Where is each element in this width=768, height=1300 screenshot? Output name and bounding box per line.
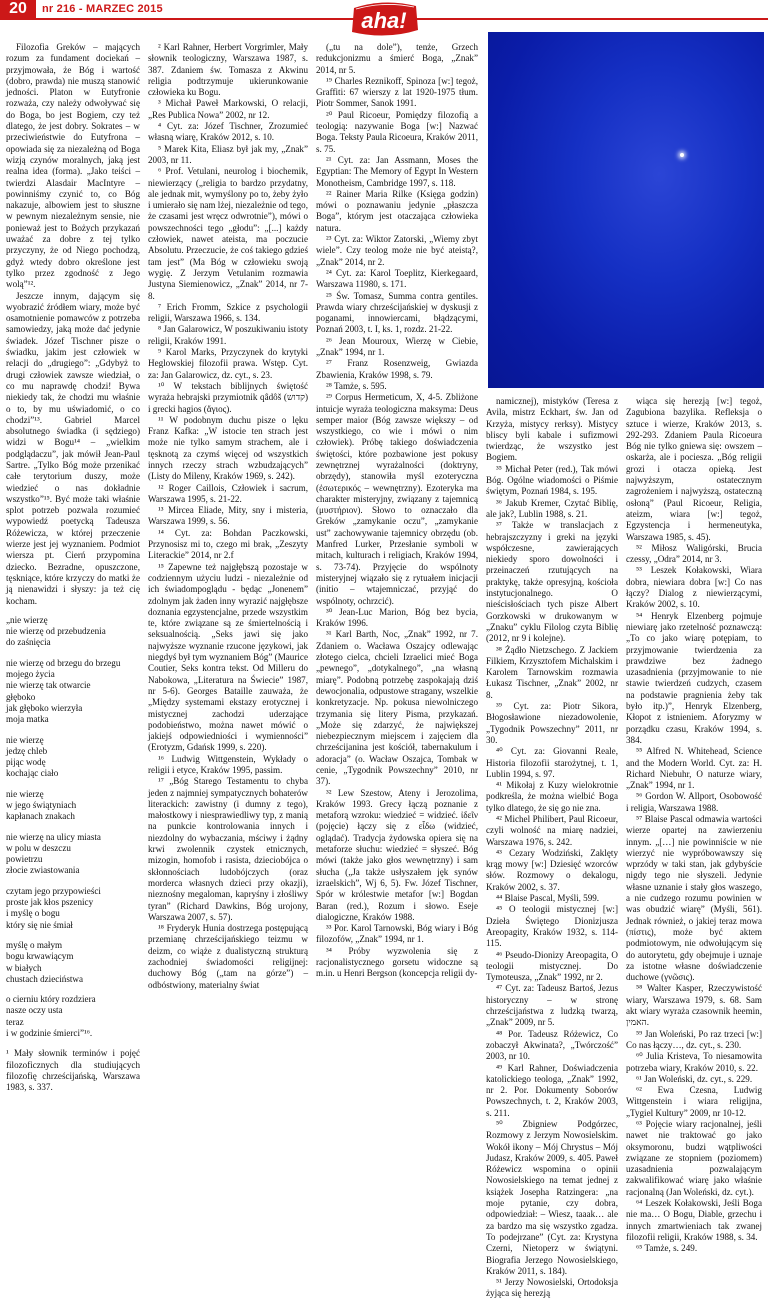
footnote: ³⁹ Cyt. za: Piotr Sikora, Błogosławione niezadowolenie, „Tygodnik Powszechny” 2011, nr 30.	[486, 701, 618, 745]
star-light	[680, 153, 684, 157]
footnote: ²⁹ Corpus Hermeticum, X, 4-5. Zbliżone intuicje wyraża teologiczna maksyma: Deus semper maior (Bóg zawsze większy – od wszystkiego, co wie i mówi o nim człowiek). Próbę takiego doświadczenia świętości, które pozbawione jest pokusy zewnętrznej wyrażalności (doktryny, obrzędy), stanowiła myśl ezoteryczna (ἐσωτερικός – wewnętrzny). Ezoteryka ma charakter misteryjny, związany z tajemnicą (μυστήριον). Słowo to oznaczało dla Greków „zamykanie oczu”, „zamykanie ust” zachowywanie tajemnicy obrzędu (ob. Manfred Lurker, Przesłanie symboli w mitach, kulturach i religiach, Kraków 1994, s. 73-74). Przyjęcie do wspólnoty misteryjnej wiązało się z rytuałem inicjacji (initio – wtajemniczać, przyjąć do wspólnoty, ochrzcić).	[316, 392, 478, 606]
footnote: ³⁰ Jean-Luc Marion, Bóg bez bycia, Kraków 1996.	[316, 606, 478, 629]
poem-line: który się nie śmiał	[6, 919, 73, 930]
column-1	[6, 42, 140, 1093]
footnote: ⁶¹ Jan Woleński, dz. cyt., s. 229.	[636, 1073, 753, 1084]
footnote: namicznej), mistyków (Teresa z Avila, mistrz Eckhart, św. Jan od Krzyża, mistycy rerksy). Mistycy bliscy byli kabale i sufizmowi twierdząc, że wszystko jest Bogiem.	[486, 396, 618, 463]
footnote: ³⁷ Także w translacjach z hebrajszczyzny i greki na języki współczesne, zawierających niekiedy sporo dowolności i przeinaczeń rzutujących na praktykę, także opresyjną, kościoła instytucjonalnego. O nieścisłościach tych pisze Albert Gorzkowski w drukowanym w „Znaku” cyklu Filolog czyta Biblię (2012, nr 9 i kolejne).	[486, 520, 618, 644]
column-3-footnotes	[316, 42, 478, 988]
footnote: ¹³ Mircea Eliade, Mity, sny i misteria, Warszawa 1999, s. 56.	[148, 505, 308, 527]
poem-line: myślę o małym	[6, 939, 63, 950]
issue-label: nr 216 - MARZEC 2015	[42, 3, 163, 15]
poem-line: złocie zwiastowania	[6, 865, 80, 876]
poem-stanza	[6, 886, 140, 931]
footnote: ⁵¹ Jerzy Nowosielski, Ortodoksja żyjąca się herezją	[486, 1277, 618, 1299]
poem-stanza	[6, 615, 140, 649]
footnote: ¹⁷ „Bóg Starego Testamentu to chyba jeden z najmniej sympatycznych bohaterów literackich: zawistny (i dumny z tego), małostkowy i niesprawiedliwy typ, z manią na punkcie kontrolowania innych i niezdolny do wybaczania, mściwy i żądny krwi zwolennik czystek etnicznych, mizogin, homofob i rasista, dzieciobójca o skłonnościach ludobójczych (oraz morderca własnych dzieci przy okazji), nieznośny megaloman, kapryśny i złośliwy tyran” (Richard Dawkins, Bóg urojony, Warszawa 2007, s. 57).	[148, 776, 308, 922]
poem-stanza	[6, 735, 140, 780]
footnote: ⁵³ Leszek Kołakowski, Wiara dobra, niewiara dobra [w:] Co nas łączy? Dialog z niewierzącymi, Kraków 2002, s. 10.	[626, 565, 762, 610]
poem-line: o cierniu który rozdziera	[6, 994, 96, 1005]
poem-stanza	[6, 658, 140, 726]
poem-line: i myślę o bogu	[6, 908, 60, 919]
footnote: („tu na dole”), tenże, Grzech redukcjonizmu a śmierć Boga, „Znak” 2014, nr 5.	[316, 42, 478, 75]
night-sky-photo	[488, 32, 764, 388]
poem-line: kochając ciało	[6, 768, 59, 779]
poem-line: do zaśnięcia	[6, 637, 51, 648]
footnote: ⁶³ Pojęcie wiary racjonalnej, jeśli nawet nie traktować go jako oksymoronu, budzi wątpliwości związane ze stopniem (poziomem) uzasadnienia pozwalającym zakwalifikować wiarę jako właśnie racjonalną (Jan Woleński, dz. cyt.).	[626, 1119, 762, 1197]
footnote: ¹⁰ W tekstach biblijnych świętość wyraża hebrajski przymiotnik qâdôš (קדוש) i grecki hagios (ἅγιος).	[148, 380, 308, 414]
footnote: ²¹ Cyt. za: Jan Assmann, Moses the Egyptian: The Memory of Egypt In Western Monotheism, Cambridge 1997, s. 118.	[316, 154, 478, 188]
article-paragraph-1: Filozofia Greków – mających rozum za fundament dociekań – przyjmowała, że Bóg i wartość (dobro, prawda) nie muszą stanowić jedności. Platon w Eutyfronie rozważa, czy należy odwoływać się do Boga, bo jest Bogiem, czy też dlatego, że jest dobry. Sokrates – w przeciwieństwie do Eutyfrona – opowiada się za niezależną od Boga wizją czynów moralnych, jaką jest realna idea (forma). „Jako teiści – twierdzi Alasdair MacIntyre – powinniśmy czynić to, co Bóg nakazuje, albowiem jest to słuszne w pewnym niezależnym sensie, nie ponieważ jest to Bożych przykazań uważać za dobre z tej tylko przyczyny, że od Niego pochodzą, gdyż wtedy dobro określone jest tylko przez zgodność z Jego wolą”¹².	[6, 42, 140, 290]
footnote: ⁵ Marek Kita, Eliasz był jak my, „Znak” 2003, nr 11.	[148, 143, 308, 165]
poem-line: nie wierzę od brzegu do brzegu	[6, 657, 121, 668]
poem-line: nie wierzę od przebudzenia	[6, 626, 106, 637]
poem-line: w polu w deszczu	[6, 842, 71, 853]
footnote: ⁴⁶ Pseudo-Dionizy Areopagita, O teologii mistycznej. Do Tymoteusza, „Znak” 1992, nr 2.	[486, 949, 618, 983]
footnote: ⁴⁸ Por. Tadeusz Różewicz, Co zobaczył Akwinata?, „Twórczość” 2003, nr 10.	[486, 1028, 618, 1062]
poem-line: nie wierzę tak otwarcie	[6, 680, 91, 691]
footnote: ¹² Roger Caillois, Człowiek i sacrum, Warszawa 1995, s. 21-22.	[148, 482, 308, 504]
footnote: ⁹ Karol Marks, Przyczynek do krytyki Heglowskiej filozofii prawa. Wstęp. Cyt. za: Jan Galarowicz, dz. cyt., s. 23.	[148, 347, 308, 380]
footnote: ²² Rainer Maria Rilke (Księga godzin) mówi o poznawaniu jedynie „płaszcza Boga”, którym jest otaczająca człowieka natura.	[316, 188, 478, 233]
poem-line: głęboko	[6, 691, 36, 702]
footnote: ²³ Cyt. za: Wiktor Zatorski, „Wiemy zbyt wiele”. Czy teolog może nie być ateistą?, „Znak” 2014, nr 2.	[316, 234, 478, 267]
footnote: ¹⁴ Cyt. za: Bohdan Paczkowski, Przynosisz mi to, czego mi brak, „Zeszyty Literackie” 2014, nr 2.f	[148, 527, 308, 561]
footnote: ⁴⁴ Blaise Pascal, Myśli, 599.	[496, 893, 600, 904]
footnote: ⁵⁸ Walter Kasper, Rzeczywistość wiary, Warszawa 1979, s. 68. Sam akt wiary wyraża czasownik heemin, האמין.	[626, 983, 762, 1028]
footnote: ⁵⁵ Alfred N. Whitehead, Science and the Modern World. Cyt. za: H. Richard Niebuhr, O naturze wiary, „Znak” 1994, nr 1.	[626, 746, 762, 791]
footnote: ⁴⁷ Cyt. za: Tadeusz Bartoś, Jezus historyczny – w stronę chrześcijaństwa z ludzką twarzą, „Znak” 2009, nr 5.	[486, 983, 618, 1028]
footnote: ¹¹ W podobnym duchu pisze o lęku Franz Kafka: „W istocie ten strach jest może nie tylko samym strachem, ale i tęsknotą za czymś więcej od wszystkich innych rzeczy strach wzbudzających” (Listy do Mileny, Kraków 1969, s. 242).	[148, 414, 308, 482]
footnote: ¹⁵ Zapewne też najgłębszą pozostaje w codziennym użyciu ludzi - niezależnie od ich świadompoglądu - będąc „Jonenem” zdolnym jak żaden inny wyrazić najgłębsze doznania egzystencjalne, przede wszystkim te, które związane są ze śmiertelnością i seksualnością. „Seks jawi się jako najwyższe wyznanie rzucone językowi, jak niegdyś był tym wyznaniem Bóg” (Maurice Coutier, Seks kontra tekst. Od Milleru do Nabokowa, „Literatura na Świecie” 1987, nr 5-6). Georges Bataille zauważa, że „Między systemami ekstazy erotycznej i mistycznej zachodzi uderzające podobieństwo, można nawet mówić o jakiejś odpowiedniości i wymienności” (Erotyzm, Gdańsk 1999, s. 220).	[148, 561, 308, 753]
footnote: ³⁸ Żądło Nietzschego. Z Jackiem Filkiem, Krzysztofem Michalskim i Karolem Tarnowskim rozmawia Łukasz Tischner, „Znak” 2002, nr 8.	[486, 644, 618, 700]
poem-line: moja matka	[6, 714, 49, 725]
footnote: ³³ Por. Karol Tarnowski, Bóg wiary i Bóg filozofów, „Znak” 1994, nr 1.	[316, 923, 478, 945]
poem-line: jak głęboko wierzyła	[6, 702, 83, 713]
footnote: ⁵⁶ Gordon W. Allport, Osobowość i religia, Warszawa 1988.	[626, 791, 762, 813]
poem-line: nie wierzę	[6, 788, 44, 799]
poem-line: i w godzinie śmierci”¹⁶.	[6, 1028, 93, 1039]
poem-line: w jego świątyniach	[6, 800, 77, 810]
footnote: ³⁴ Próby wyzwolenia się z racjonalistycznego gorsetu widoczne są m.in. u Henri Bergson (koncepcja religii dy-	[316, 945, 478, 979]
footnote: ³² Lew Szestow, Ateny i Jerozolima, Kraków 1993. Grecy łączą poznanie z metaforą wzroku: wiedzieć = widzieć. ἰδεῖν (pojęcie) łączy się z εἶδω (widzieć, oglądać). Tradycja żydowska opiera się na metaforze słuchu: wiedzieć = słyszeć. Bóg mówi (także jako głos wewnętrzny) i sam słucha („Ja także usłyszałem jęk synów izraelskich”, Wj 6, 5). Fw. Józef Tischner, Spór w królestwie metafor [w:] Bogdan Baran (red.), Rozum i słowo. Eseje dialogiczne, Kraków 1988.	[316, 787, 478, 922]
column-2-footnotes	[148, 42, 308, 988]
footnote: ⁶² Ewa Czesna, Ludwig Wittgenstein i wiara religijna, „Tygiel Kultury” 2009, nr 10-12.	[626, 1085, 762, 1118]
footnote: ²⁷ Franz Rosenzweig, Gwiazda Zbawienia, Kraków 1998, s. 79.	[316, 358, 478, 380]
poem-stanza	[6, 789, 140, 823]
poem-line: kapłanach znakach	[6, 811, 75, 822]
page-number: 20	[0, 0, 36, 18]
page-header	[0, 0, 768, 33]
footnote: wiąca się herezją [w:] tegoż, Zagubiona bazylika. Refleksja o sztuce i wierze, Kraków 2013, s. 292-293. Zdaniem Paula Ricoeura Bóg nie tylko gniewa się: owszem – oskarża, ale i pociesza. „Bóg religii grozi i otacza opieką. Jest najwyższym, ostatecznym zagrożeniem i najwyższą, ostateczną osłoną” (Paul Ricoeur, Religia, ateizm, wiara [w:] tegoż, Egzystencja i hermeneutyka, Warszawa 1985, s. 45).	[626, 396, 762, 542]
footnote: ² Karl Rahner, Herbert Vorgrimler, Mały słownik teologiczny, Warszawa 1987, s. 387. Zdaniem św. Tomasza z Akwinu religia podtrzymuje ukierunkowanie człowieka ku Bogu.	[148, 42, 308, 98]
poem-line: pijąc wodę	[6, 757, 46, 768]
footnote: ⁶⁴ Leszek Kołakowski, Jeśli Boga nie ma… O Bogu, Diable, grzechu i innych zmartwieniach tak zwanej filozofii religii, Kraków 1988, s. 34.	[626, 1198, 762, 1242]
footnote: ⁴⁵ O teologii mistycznej [w:] Dzieła Świętego Dionizjusza Areopagity, Kraków 1932, s. 114-115.	[486, 904, 618, 949]
footnote: ⁴¹ Mikołaj z Kuzy wielokrotnie podkreśla, że można wielbić Boga tylko dlatego, że się go nie zna.	[486, 780, 618, 813]
footnote: ²⁴ Cyt. za: Karol Toeplitz, Kierkegaard, Warszawa 11980, s. 171.	[316, 267, 478, 290]
footnote: ⁵⁰ Zbigniew Podgórzec, Rozmowy z Jerzym Nowosielskim. Wokół ikony – Mój Chrystus – Mój Judasz, Kraków 2009, s. 405. Paweł Różewicz wspomina o opinii Nowosielskiego na temat jednej z książek Josepha Ratzingera: „na moje pytanie, czy dobra, odpowiedział: – Wiesz, taaak… ale za bardzo ma się wszystko zgadza. To podejrzane” (Cyt. za: Krystyna Czerni, Nietoperz w świątyni. Biografia Jerzego Nowosielskiego, Kraków 2011, s. 184).	[486, 1119, 618, 1276]
footnote: ⁶⁵ Tamże, s. 249.	[636, 1243, 698, 1254]
footnote: ³⁵ Michał Peter (red.), Tak mówi Bóg. Ogólne wiadomości o Piśmie świętym, Poznań 1984, s. 195.	[486, 463, 618, 497]
footnote: ¹⁸ Fryderyk Hunia dostrzega postępującą przemianę chrześcijańskiego teizmu w deizm, co wiąże z dualistyczną strukturą zachodniej świadomości religijnej: duchowy Bóg („tam na górze”) – odbóstwiony, materialny świat	[148, 923, 308, 990]
poem-line: bogu krwawiącym	[6, 951, 74, 962]
poem-line: jedzę chleb	[6, 745, 48, 756]
footnote: ²⁶ Jean Mouroux, Wierzę w Ciebie, „Znak” 1994, nr 1.	[316, 335, 478, 358]
poem-stanza	[6, 994, 140, 1039]
footnote-1: ¹ Mały słownik terminów i pojęć filozoficznych dla studiujących filozofię chrześcijańską, Warszawa 1983, s. 337.	[6, 1048, 140, 1093]
aha-logo	[346, 0, 422, 38]
column-5-footnotes	[626, 396, 762, 1254]
footnote: ⁵⁹ Jan Woleński, Po raz trzeci [w:] Co nas łączy…, dz. cyt., s. 230.	[626, 1028, 762, 1050]
poem-line: w białych	[6, 962, 42, 973]
poem-line: „nie wierzę	[6, 614, 48, 625]
poem-line: czytam jego przypowieści	[6, 885, 101, 896]
poem-stanza	[6, 832, 140, 877]
footnote: ⁴³ Cezary Wodziński, Zaklęty krąg mowy [w:] Dziesięć wzorców słów. Rozmowy o dekalogu, Kraków 2002, s. 37.	[486, 847, 618, 892]
footnote: ²⁸ Tamże, s. 595.	[326, 380, 387, 391]
poem-line: powietrzu	[6, 854, 43, 865]
footnote: ³¹ Karl Barth, Noc, „Znak” 1992, nr 7. Zdaniem o. Wacława Oszajcy odlewając złotego cielca, chcieli Izraelici mieć Boga „pewnego”, „dotykalnego”, „na własną miarę”. Podobną potrzebę zaspokajają dziś dewocjonalia, odpustowe stragany, wszelkie konkretyzacje. Np. pokusa niewolniczego trzymania się litery Pisma, przykazań. „Może się zdarzyć, że największej niebezpiecznym miejscem i zajęciem dla chrześcijanina jest kościół, tabernakulum i adoracja” (o. Wacław Oszajca, Tombak w cenie, „Tygodnik Powszechny” 2010, nr 37).	[316, 629, 478, 787]
footnote: ⁶⁰ Julia Kristeva, To niesamowita potrzeba wiary, Kraków 2010, s. 22.	[626, 1051, 762, 1073]
svg-text:aha!: aha!	[361, 8, 407, 33]
poem-ciern	[6, 615, 140, 1040]
poem-line: chustach dzieciństwa	[6, 973, 84, 984]
poem-line: proste jak kłos pszenicy	[6, 897, 94, 908]
footnote: ²⁵ Św. Tomasz, Summa contra gentiles. Prawda wiary chrześcijańskiej w dyskusji z poganami, innowiercami, błądzącymi, Poznań 2003, t. I, ks. 1, rozdz. 21-22.	[316, 290, 478, 335]
footnote: ⁵² Miłosz Waligórski, Brucia czessy, „Odra” 2014, nr 3.	[626, 542, 762, 565]
footnote: ¹⁹ Charles Reznikoff, Spinoza [w:] tegoż, Graffiti: 67 wierszy z lat 1920-1975 tłum. Piotr Sommer, Sanok 1991.	[316, 75, 478, 109]
poem-line: nasze oczy usta	[6, 1005, 63, 1016]
footnote: ¹⁶ Ludwig Wittgenstein, Wykłady o religii i etyce, Kraków 1995, passim.	[148, 753, 308, 775]
footnote: ⁴⁰ Cyt. za: Giovanni Reale, Historia filozofii starożytnej, t. 1, Lublin 1994, s. 97.	[486, 746, 618, 779]
footnote: ⁴⁹ Karl Rahner, Doświadczenia katolickiego teologa, „Znak” 1992, nr 2. Por. Dokumenty Soborów Powszechnych, t. 2, Kraków 2003, s. 211.	[486, 1062, 618, 1118]
footnote: ³⁶ Jakub Kremer, Czytać Biblię, ale jak?, Lublin 1988, s. 21.	[486, 497, 618, 519]
column-4-footnotes	[486, 396, 618, 1299]
footnote: ⁵⁴ Henryk Elzenberg pojmuje niewiarę jako rzetelność poznawczą: „To co jako wiarę potępiam, to przyjmowanie twierdzenia za prawdziwe bez żadnego uzasadnienia (przyjmowanie to nie stawie twierdzeń cudzych, czasem na podstawie pragnienia żeby tak było itp.)”, Henryk Elzenberg, Kłopot z istnieniem. Aforyzmy w porządku czasu, Kraków 1994, s. 384.	[626, 610, 762, 745]
footnote: ⁴ Cyt. za: Józef Tischner, Zrozumieć własną wiarę, Kraków 2012, s. 10.	[148, 121, 308, 143]
footnote: ⁶ Prof. Vetulani, neurolog i biochemik, niewierzący („religia to bardzo przydatny, ale jednak mit, wymyślony po to, żeby żyło i umierało się nam lżej, niezależnie od tego, że czasami jest wręcz odwrotnie”), mówi o powszechności tego „głodu”: „[...] każdy człowiek, nawet ateista, ma poczucie Absolutu. Przeczucie, że coś takiego gdzieś tam jest” (Ma Bóg w człowieku swoją wygię. Z Jerzym Vetulanim rozmawia Justyna Siemienowicz, „Znak” 2014, nr 7-8.	[148, 166, 308, 301]
poem-stanza	[6, 940, 140, 985]
footnote: ³ Michał Paweł Markowski, O relacji, „Res Publica Nowa” 2002, nr 12.	[148, 98, 308, 120]
footnote: ⁵⁷ Blaise Pascal odmawia wartości wierze opartej na zawierzeniu innym. „[…] nie powinniście w nie wierzyć nie wypróbowawszy się wprzódy w taki stan, jak gdybyście nigdy tego nie słyszeli. Jedynie własne uznanie i stały głos waszego, a nie cudzego rozumu powinien w was obudzić wiarę” (Myśli, 561). Jednak również, o jakiej teraz mowa (πίστις), może być aktem podmiotowym, nie odwołującym się do autorytetu, gdy obejmuje i uznaje za istotne własne doświadczenie duchowe (γνῶσις).	[626, 813, 762, 983]
poem-line: teraz	[6, 1016, 24, 1027]
article-paragraph-2: Jeszcze innym, dającym się wyobrazić źródłem wiary, może być osamotnienie pomawców z potrzeba samowiedzy, jaką może dać jedynie świadek. Józef Tischner pisze o świadku, jakim jest człowiek w relacji do „drugiego”: „Gdybyż to drugi człowiek zawsze wiedział, o co mu naprawdę chodzi! Bywa niekiedy tak, że chodzi mu właśnie o to, by mu uświadomić, o co chodzi”¹³. Gabriel Marcel absolutnego świadka (i sędziego) widzi w Bogu¹⁴ – „wielkim podglądaczu”, jak mówił Jean-Paul Sartre. „Tylko Bóg może przenikać całe terytorium duszy, może wiedzieć o nas dokładnie wszystko”¹⁵. Być może taki właśnie splot potrzeb pozwala rozumieć wypowiedź poetycką Tadeusza Różewicza, w której przeczenie wierze jest jej wyznaniem. Podmiot wiersza pt. Cierń przypomina dziecko. Bezradne, opuszczone, tęskniące, które krzyczy do matki że ją nienawidzi i słyszy: ja też cię kocham.	[6, 290, 140, 606]
footnote: ⁴² Michel Philibert, Paul Ricoeur, czyli wolność na miarę nadziei, Warszawa 1976, s. 242.	[486, 813, 618, 847]
poem-line: nie wierzę na ulicy miasta	[6, 831, 101, 842]
footnote: ²⁰ Paul Ricoeur, Pomiędzy filozofią a teologią: nazywanie Boga [w:] Nazwać Boga. Teksty Paula Ricoeura, Kraków 2011, s. 75.	[316, 109, 478, 154]
poem-line: nie wierzę	[6, 734, 44, 745]
footnote: ⁷ Erich Fromm, Szkice z psychologii religii, Warszawa 1966, s. 134.	[148, 301, 308, 324]
footnote: ⁸ Jan Galarowicz, W poszukiwaniu istoty religii, Kraków 1991.	[148, 324, 308, 346]
poem-line: mojego życia	[6, 669, 55, 680]
